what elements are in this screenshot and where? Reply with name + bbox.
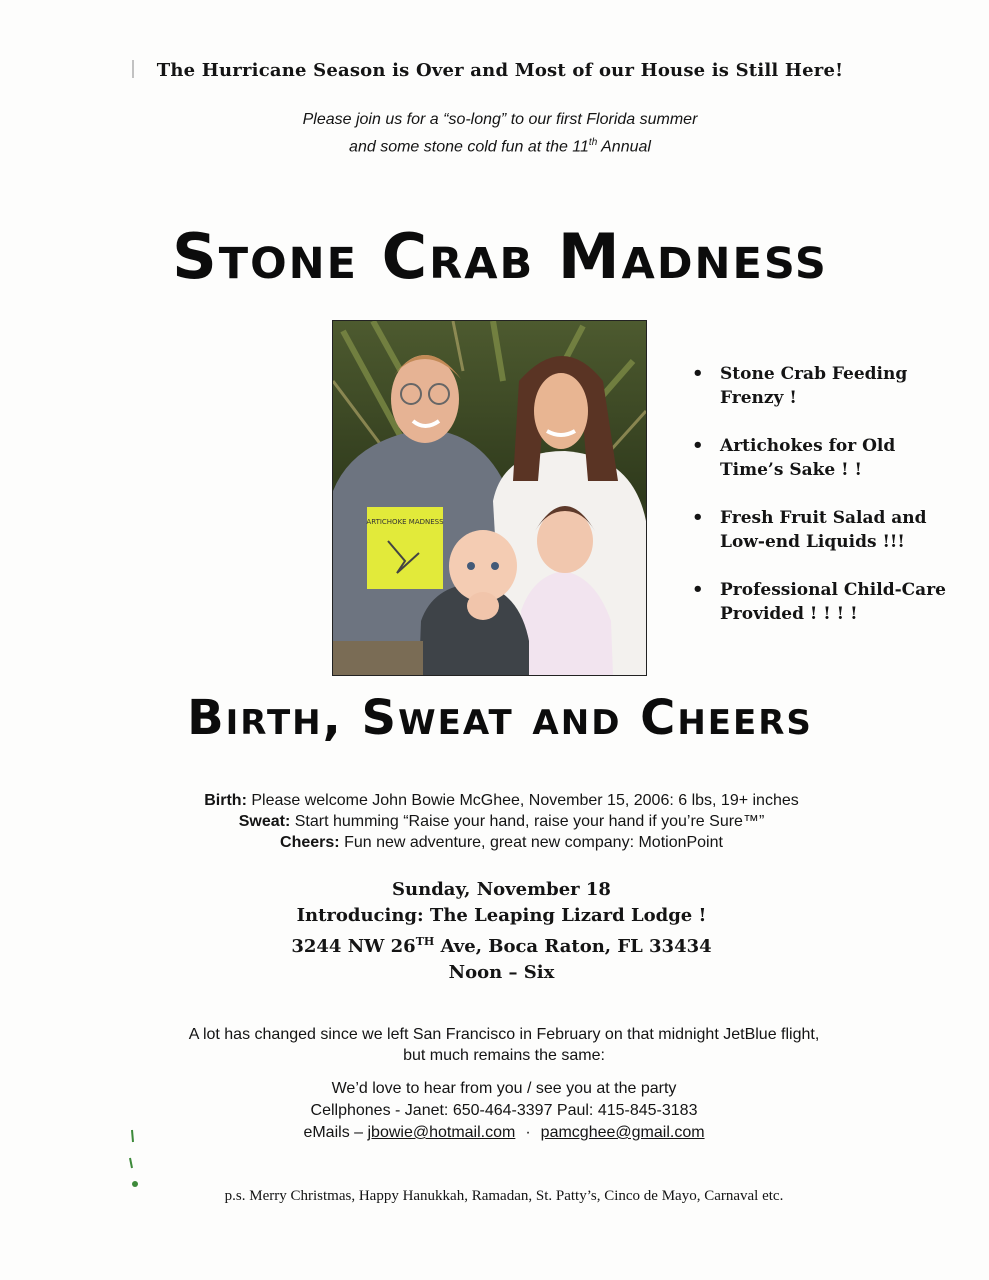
event-time: Noon – Six [448, 962, 555, 983]
list-item: • Stone Crab Feeding Frenzy ! [692, 362, 952, 410]
contact-line: We’d love to hear from you / see you at the party [331, 1080, 677, 1097]
event-address: 3244 NW 26TH Ave, Boca Raton, FL 33434 [291, 935, 712, 957]
news-details [0, 790, 989, 853]
list-item: • Fresh Fruit Salad and Low-end Liquids !!! [692, 506, 952, 554]
highlights-list [692, 362, 952, 650]
detail-cheers: Cheers: Fun new adventure, great new company: MotionPoint [280, 834, 723, 851]
pencil-mark [130, 58, 136, 82]
event-info [0, 877, 989, 986]
story-line-1: A lot has changed since we left San Francisco in February on that midnight JetBlue flight, [188, 1026, 820, 1043]
headline: The Hurricane Season is Over and Most of our House is Still Here! [156, 60, 844, 81]
detail-sweat: Sweat: Start humming “Raise your hand, raise your hand if you’re Sure™” [238, 813, 765, 830]
detail-birth: Birth: Please welcome John Bowie McGhee, November 15, 2006: 6 lbs, 19+ inches [204, 792, 799, 809]
intro-line-1: Please join us for a “so-long” to our first Florida summer [302, 111, 698, 128]
green-ink-mark [126, 1128, 142, 1192]
contact-info [0, 1078, 989, 1144]
story-text [0, 1024, 989, 1066]
subtitle: Birth, Sweat and Cheers [187, 690, 813, 746]
email-separator: · [525, 1124, 531, 1141]
event-date: Sunday, November 18 [392, 879, 611, 900]
intro-text [0, 108, 989, 158]
event-venue: Introducing: The Leaping Lizard Lodge ! [296, 905, 707, 926]
email-link-paul[interactable]: pamcghee@gmail.com [540, 1124, 705, 1141]
list-item: • Artichokes for Old Time’s Sake ! ! [692, 434, 952, 482]
list-item: • Professional Child-Care Provided ! ! ! ! [692, 578, 952, 626]
family-photo [332, 320, 647, 676]
email-line [0, 1122, 989, 1144]
emails-label: eMails – [303, 1124, 368, 1141]
story-line-2: but much remains the same: [403, 1047, 605, 1064]
event-title: Stone Crab Madness [172, 220, 828, 293]
phone-numbers: Cellphones - Janet: 650-464-3397 Paul: 415-845-3183 [310, 1102, 698, 1119]
shirt-text: ARTICHOKE MADNESS [366, 518, 444, 526]
intro-line-2: and some stone cold fun at the 11th Annual [349, 137, 651, 156]
postscript: p.s. Merry Christmas, Happy Hanukkah, Ramadan, St. Patty’s, Cinco de Mayo, Carnaval etc. [224, 1188, 784, 1204]
email-link-janet[interactable]: jbowie@hotmail.com [367, 1124, 516, 1141]
